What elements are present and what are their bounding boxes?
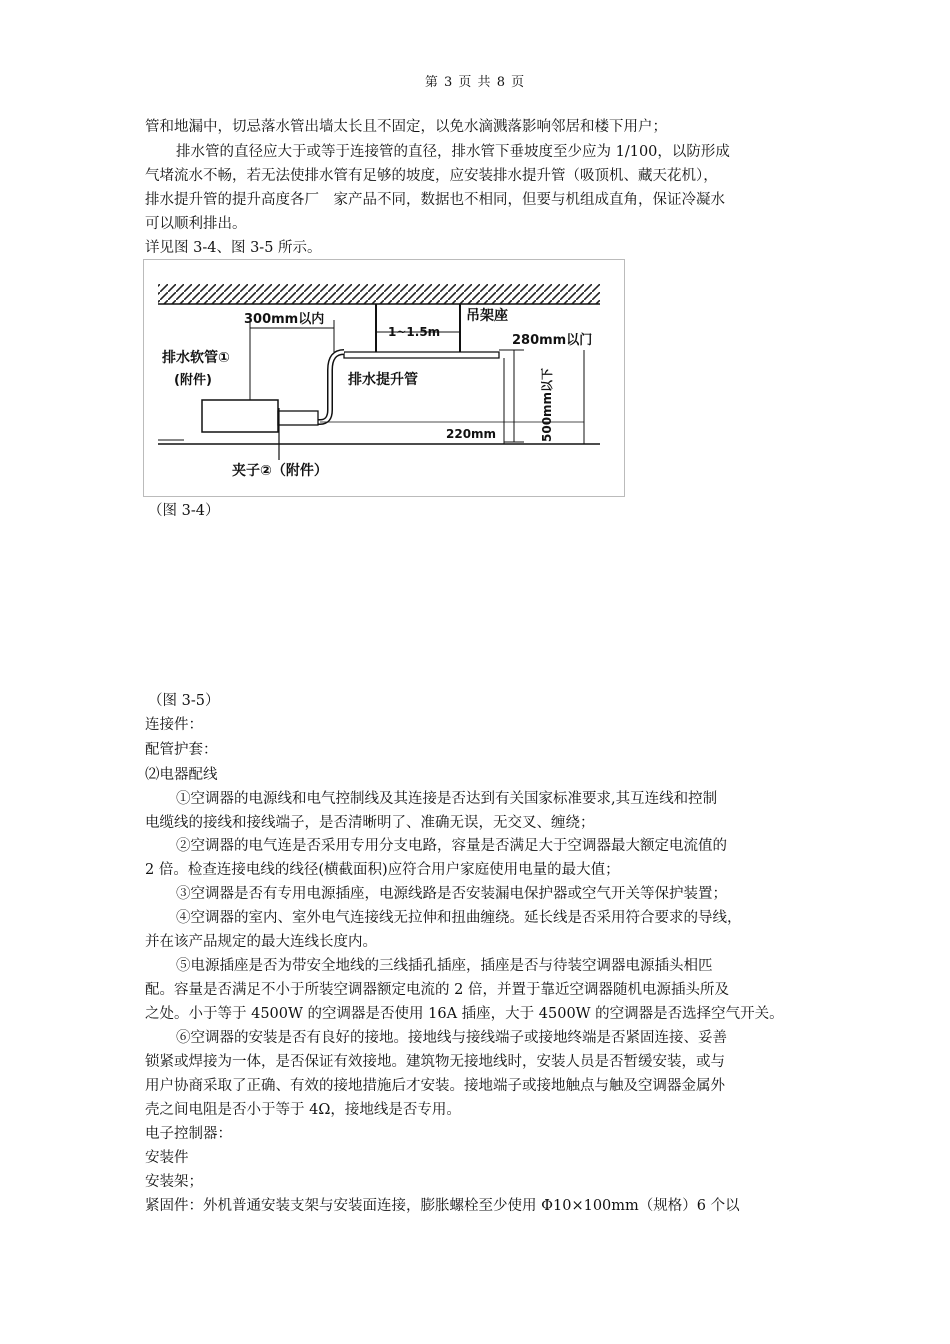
text-line: ②空调器的电气连是否采用专用分支电路，容量是否满足大于空调器最大额定电流值的 (176, 838, 727, 854)
text-line: 并在该产品规定的最大连线长度内。 (145, 934, 377, 950)
label-lift-pipe: 排水提升管 (348, 372, 418, 388)
section-heading: ⑵电器配线 (145, 767, 218, 783)
text-line: 2 倍。检查连接电线的线径(横截面积)应符合用户家庭使用电量的最大值； (145, 862, 620, 878)
text-line: 排水提升管的提升高度各厂 家产品不同，数据也不相同，但要与机组成直角，保证冷凝水 (145, 192, 725, 208)
label-280mm: 280mm以门 (512, 333, 593, 348)
text-line: 之处。小于等于 4500W 的空调器是否使用 16A 插座，大于 4500W 的空调器是否选择空气开关。 (145, 1006, 784, 1022)
label-clip: 夹子②（附件） (232, 463, 328, 479)
text-line: 用户协商采取了正确、有效的接地措施后才安装。接地端子或接地触点与触及空调器金属外 (145, 1078, 725, 1094)
drain-pipe-diagram (143, 259, 625, 497)
text-line: 锁紧或焊接为一体，是否保证有效接地。建筑物无接地线时，安装人员是否暂缓安装，或与 (145, 1054, 725, 1070)
text-line: ⑤电源插座是否为带安全地线的三线插孔插座，插座是否与待装空调器电源插头相匹 (176, 958, 713, 974)
text-line: 电子控制器： (145, 1126, 232, 1142)
label-hanger: 吊架座 (466, 308, 508, 324)
label-1-1-5m: 1~1.5m (388, 325, 441, 339)
text-line: ⑥空调器的安装是否有良好的接地。接地线与接线端子或接地终端是否紧固连接、妥善 (176, 1030, 727, 1046)
label-soft-hose: 排水软管① (162, 350, 230, 366)
text-line: 配。容量是否满足不小于所装空调器额定电流的 2 倍，并置于靠近空调器随机电源插头所及 (145, 982, 729, 998)
text-line: 壳之间电阻是否小于等于 4Ω，接地线是否专用。 (145, 1102, 461, 1118)
label-accessory: (附件) (174, 373, 212, 388)
figure-caption: （图 3-4） (148, 503, 220, 519)
ceiling-hatch (158, 284, 600, 304)
page-number-header: 第 3 页 共 8 页 (424, 75, 526, 90)
text-line: 安装架； (145, 1174, 203, 1190)
text-line: 排水管的直径应大于或等于连接管的直径，排水管下垂坡度至少应为 1/100，以防形成 (176, 144, 730, 160)
text-line: 电缆线的接线和接线端子，是否清晰明了、准确无误，无交叉、缠绕； (145, 815, 595, 831)
text-line: 紧固件：外机普通安装支架与安装面连接，膨胀螺栓至少使用 Φ10×100mm（规格）6 个以 (145, 1198, 740, 1214)
text-line: ①空调器的电源线和电气控制线及其连接是否达到有关国家标准要求,其互连线和控制 (176, 791, 718, 807)
text-line: ④空调器的室内、室外电气连接线无拉伸和扭曲缠绕。延长线是否采用符合要求的导线， (176, 910, 742, 926)
label-500mm: 500mm以下 (540, 367, 554, 442)
label-220mm: 220mm (446, 427, 497, 441)
text-line: 详见图 3-4、图 3-5 所示。 (145, 240, 322, 256)
text-line: 可以顺利排出。 (145, 216, 247, 232)
text-line: 连接件： (145, 717, 203, 733)
text-line: ③空调器是否有专用电源插座，电源线路是否安装漏电保护器或空气开关等保护装置； (176, 886, 727, 902)
text-line: 气堵流水不畅，若无法使排水管有足够的坡度，应安装排水提升管（吸顶机、藏天花机）， (145, 168, 718, 184)
text-line: 配管护套： (145, 742, 218, 758)
text-line: 管和地漏中，切忌落水管出墙太长且不固定，以免水滴溅落影响邻居和楼下用户； (145, 119, 667, 135)
text-line: 安装件 (145, 1150, 189, 1166)
label-300mm: 300mm以内 (244, 312, 325, 327)
figure-caption: （图 3-5） (148, 693, 220, 709)
